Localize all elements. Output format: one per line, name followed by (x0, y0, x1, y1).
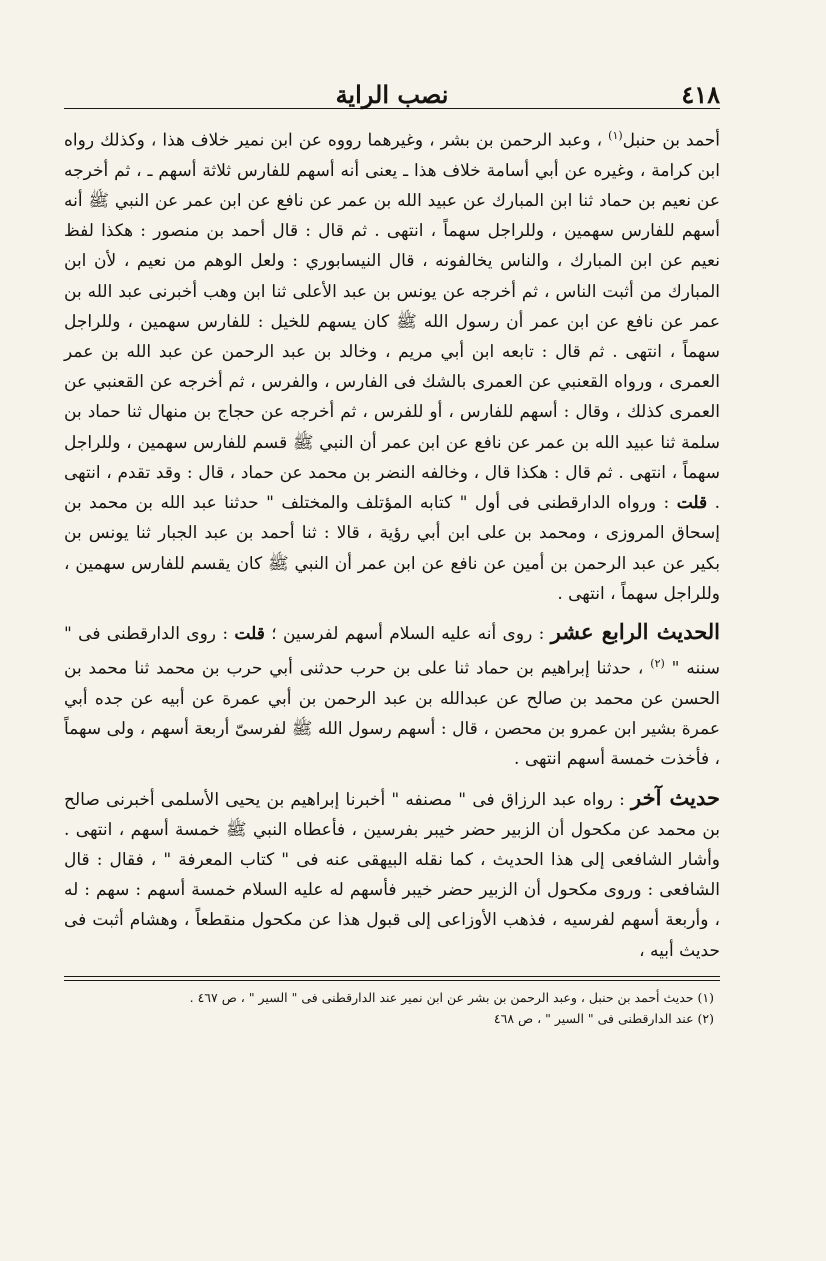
section-heading: حديث آخر (631, 784, 720, 810)
page-number: ٤١٨ (681, 80, 720, 109)
text-segment: ، وعبد الرحمن بن بشر ، وغيرهما رووه عن ابن نمير خلاف هذا ، وكذلك رواه ابن كرامة ، وغيره عن أبي أسامة خلاف هذا ـ يعنى أنه أسهم للفارس ثلاثة أسهم ـ ، ثم أخرجه عن نعيم بن حماد ثنا ابن المبارك عن عبيد الله بن عمر عن نافع عن ابن عمر عن النبي ﷺ أنه أسهم للفارس سهمين ، وللراجل سهماً ، انتهى . ثم قال : قال أحمد بن منصور : هكذا لفظ نعيم عن ابن المبارك ، والناس يخالفونه ، قال النيسابوري : ولعل الوهم من نعيم ، لأن ابن المبارك من أثبت الناس ، ثم أخرجه عن يونس بن عبد الأعلى ثنا ابن وهب أخبرنى عبد الله بن عمر عن نافع عن ابن عمر أن رسول الله ﷺ كان يسهم للخيل : للفارس سهمين ، وللراجل سهماً ، انتهى . ثم قال : تابعه ابن أبي مريم ، وخالد بن عبد الرحمن عن عبد الله بن عمر العمرى ، ورواه القعنبي عن العمرى بالشك فى الفارس ، والفرس ، ثم أخرجه عن القعنبي عن العمرى كذلك ، وقال : أسهم للفارس ، أو للفرس ، ثم أخرجه عن حجاج بن منهال ثنا حماد بن سلمة ثنا عبيد الله بن عمر عن نافع عن ابن عمر أن النبي ﷺ قسم للفارس سهمين ، وللراجل سهماً ، انتهى . ثم قال : هكذا قال ، وخالفه النضر بن محمد عن حماد ، قال : وقد تقدم ، انتهى . (64, 130, 720, 514)
text-segment: : روى الدارقطنى فى " سننه " (64, 623, 721, 679)
text-segment: : ورواه الدارقطنى فى أول " كتابه المؤتلف والمختلف " حدثنا عبد الله بن محمد بن إسحاق المروزى ، ومحمد بن على ابن أبي رؤية ، قالا : ثنا أحمد بن عبد الجبار ثنا يونس بن بكير عن عبد الرحمن بن أمين عن نافع عن ابن عمر أن النبي ﷺ كان يقسم للفارس سهمين ، وللراجل سهماً ، انتهى . (64, 493, 720, 604)
footnote-separator (64, 976, 720, 977)
footnote: (١) حديث أحمد بن حنبل ، وعبد الرحمن بن بشر عن ابن نمير عند الدارقطنى فى " السير " ، ص ٤٦٧ . (189, 989, 714, 1005)
text-segment: : روى أنه عليه السلام أسهم لفرسين ؛ (264, 623, 551, 644)
page-header (64, 70, 720, 109)
footnote-marker: (١) (608, 129, 623, 142)
main-text (64, 121, 720, 966)
running-title: نصب الراية (335, 80, 449, 109)
text-segment: ، حدثنا إبراهيم بن حماد ثنا على بن حرب حدثنى أبي حرب بن محمد ثنا محمد بن الحسن عن محمد بن صالح عن عبدالله بن عبد الرحمن بن أبي عمرة عن أبيه عن جده أبي عمرة بشير ابن عمرو بن محصن ، قال : أسهم رسول الله ﷺ لفرسىّ أربعة أسهم ، ولى سهماً ، فأخذت خمسة أسهم انتهى . (64, 658, 720, 770)
footnote-marker: (٢) (650, 657, 665, 671)
bold-term: قلت (234, 623, 265, 644)
book-page (64, 70, 720, 1029)
bold-term: قلت (676, 493, 708, 514)
paragraph (64, 783, 720, 966)
paragraph (64, 617, 720, 775)
footnote: (٢) عند الدارقطنى فى " السير " ، ص ٤٦٨ (493, 1010, 714, 1026)
text-segment: أحمد بن حنبل (622, 130, 721, 151)
paragraph (64, 121, 720, 609)
text-segment: : رواه عبد الرزاق فى " مصنفه " أخبرنا إبراهيم بن يحيى الأسلمى أخبرنى صالح بن محمد عن مكحول أن الزبير حضر خيبر بفرسين ، فأعطاه النبي ﷺ خمسة أسهم ، انتهى . وأشار الشافعى إلى هذا الحديث ، كما نقله البيهقى عنه فى " كتاب المعرفة " ، فقال : قال الشافعى : وروى مكحول أن الزبير حضر خيبر فأسهم له عليه السلام خمسة أسهم : سهم : له ، وأربعة أسهم لفرسيه ، فذهب الأوزاعى إلى قبول هذا عن مكحول منقطعاً ، وهشام أثبت فى حديث أبيه ، (64, 789, 720, 961)
footnote-separator-thin (64, 980, 720, 981)
footnotes (64, 987, 720, 1029)
section-heading: الحديث الرابع عشر (550, 618, 721, 644)
